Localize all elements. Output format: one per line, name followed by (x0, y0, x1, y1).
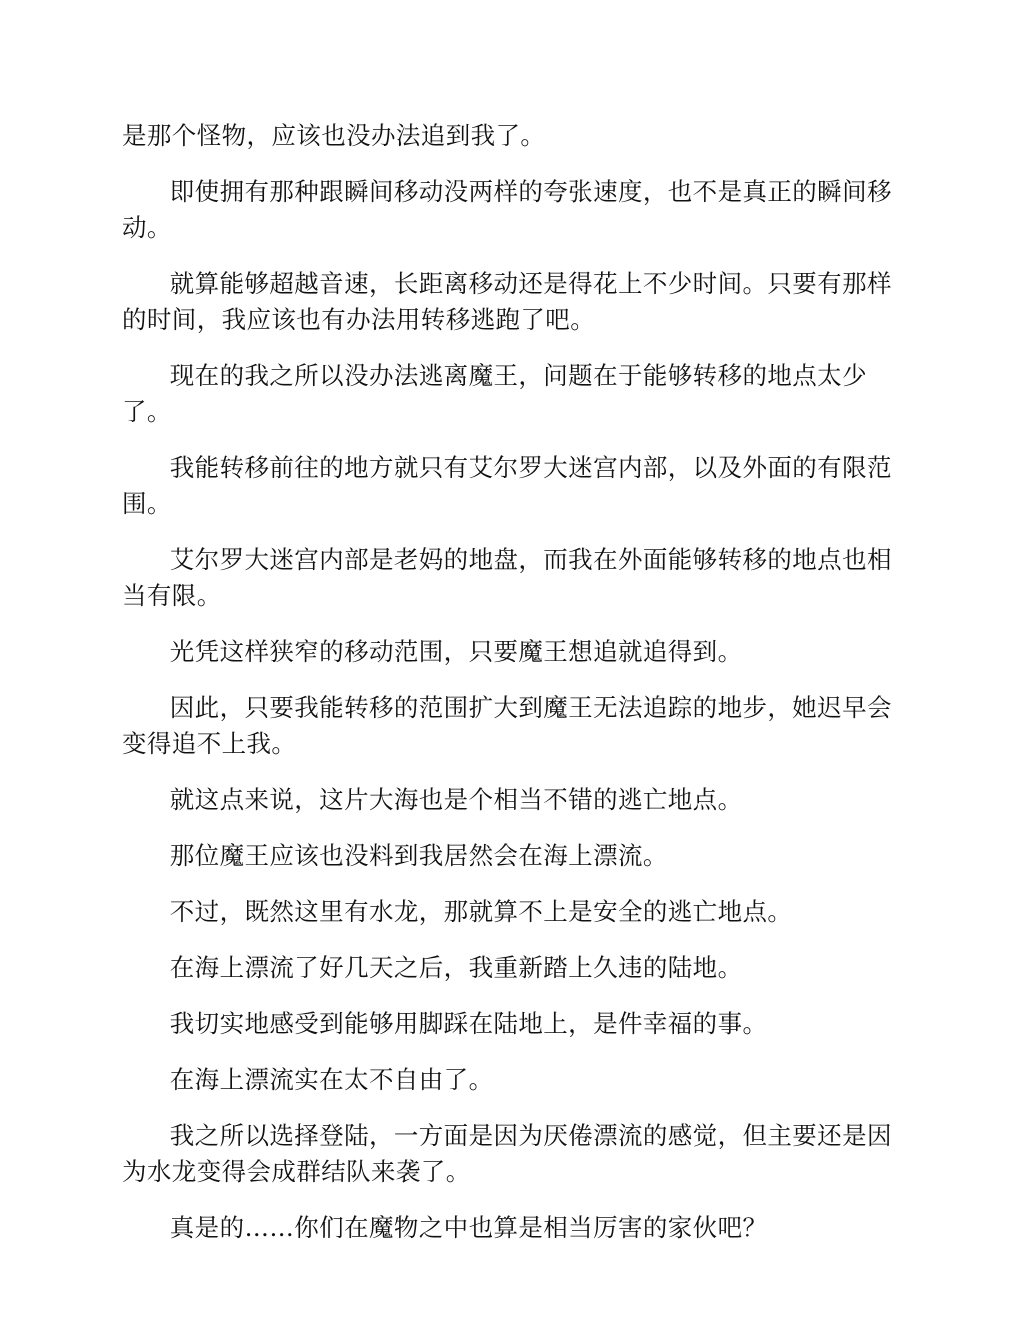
paragraph: 那位魔王应该也没料到我居然会在海上漂流。 (169, 841, 668, 870)
paragraph: 现在的我之所以没办法逃离魔王，问题在于能够转移的地点太少了。 (122, 361, 867, 426)
paragraph: 光凭这样狭窄的移动范围，只要魔王想追就追得到。 (169, 637, 743, 666)
paragraph: 是那个怪物，应该也没办法追到我了。 (122, 121, 546, 150)
paragraph: 即使拥有那种跟瞬间移动没两样的夸张速度，也不是真正的瞬间移动。 (122, 177, 892, 242)
text-body (122, 118, 897, 1266)
paragraph: 就这点来说，这片大海也是个相当不错的逃亡地点。 (169, 785, 743, 814)
paragraph: 艾尔罗大迷宫内部是老妈的地盘，而我在外面能够转移的地点也相当有限。 (122, 545, 892, 610)
paragraph: 在海上漂流实在太不自由了。 (169, 1065, 494, 1094)
paragraph: 不过，既然这里有水龙，那就算不上是安全的逃亡地点。 (169, 897, 793, 926)
paragraph: 在海上漂流了好几天之后，我重新踏上久违的陆地。 (169, 953, 743, 982)
paragraph: 就算能够超越音速，长距离移动还是得花上不少时间。只要有那样的时间，我应该也有办法用转移逃跑了吧。 (122, 269, 892, 334)
paragraph: 因此，只要我能转移的范围扩大到魔王无法追踪的地步，她迟早会变得追不上我。 (122, 693, 892, 758)
paragraph: 我能转移前往的地方就只有艾尔罗大迷宫内部，以及外面的有限范围。 (122, 453, 892, 518)
paragraph: 我之所以选择登陆，一方面是因为厌倦漂流的感觉，但主要还是因为水龙变得会成群结队来袭了。 (122, 1121, 892, 1186)
paragraph: 真是的……你们在魔物之中也算是相当厉害的家伙吧？ (169, 1213, 768, 1242)
paragraph: 我切实地感受到能够用脚踩在陆地上，是件幸福的事。 (169, 1009, 768, 1038)
